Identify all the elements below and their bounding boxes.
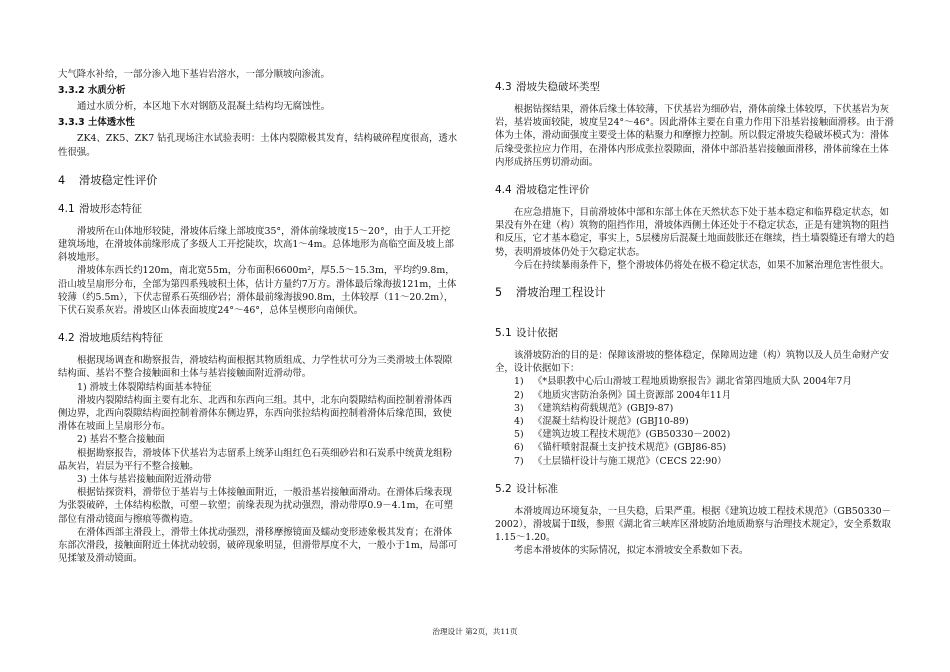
reference-number: 5) — [514, 429, 524, 441]
geo-subheading-3: 3) 土体与基岩接触面附近滑动带 — [77, 474, 212, 486]
reference-text: 《建筑边坡工程技术规范》(GB50330－2002) — [533, 429, 731, 441]
standard-paragraph-2: 考虑本滑坡体的实际情况，拟定本滑坡安全系数如下表。 — [514, 545, 749, 557]
stability-paragraph-1: 在应急措施下，目前滑坡体中部和东部土体在天然状态下处于基本稳定和临界稳定状态，如果没有外在建（构）筑物的阻挡作用，滑坡体西侧土体还处于不稳定状态，正是有建筑物的阻挡和反压，它才基本稳定，事实上，5层楼房后混凝土地面鼓胀还在继续，挡土墙裂缝还有增大的趋势，表明滑坡体仍处于欠稳定状态。 — [495, 207, 895, 258]
right-column — [495, 68, 898, 558]
reference-text: 《*县职教中心后山滑坡工程地质勘察报告》湖北省第四地质大队 2004年7月 — [533, 376, 852, 388]
heading-4 — [58, 173, 458, 188]
heading-4-title: 滑坡稳定性评价 — [79, 173, 158, 187]
geo-paragraph-5: 在滑体西部主滑段上，滑带土体扰动强烈，滑移摩擦镜面及蠕动变形迹象极其发育；在滑体东部次滑段，接触面附近土体扰动较弱，破碎现象明显，但滑带厚度不大，一般小于1m，局部可见揉皱及滑动镜面。 — [58, 526, 458, 565]
heading-4-3-number: 4.3 — [495, 81, 512, 93]
heading-5-2-title: 设计标准 — [516, 482, 558, 495]
basis-paragraph: 该滑坡防治的目的是：保障该滑坡的整体稳定，保障周边建（构）筑物以及人员生命财产安全，设计依据如下： — [495, 350, 890, 375]
failure-paragraph: 根据钻探结果，滑体后缘土体较薄，下伏基岩为细砂岩，滑体前缘土体较厚，下伏基岩为灰岩，基岩坡面较陡，坡度呈24°～46°。因此滑体主要在自重力作用下沿基岩接触面滑移。由于滑体为土体，滑动面强度主要受土体的粘聚力和摩擦力控制。所以假定滑坡失稳破坏模式为：滑体后缘受张拉应力作用，在滑体内形成张拉裂隙面，滑体中部沿基岩接触面滑移，滑体前缘在土体内形成挤压剪切滑动面。 — [495, 104, 894, 168]
heading-4-2-number: 4.2 — [58, 332, 75, 345]
reference-number: 3) — [514, 402, 524, 414]
reference-number: 2) — [514, 389, 524, 401]
reference-item — [495, 375, 898, 388]
reference-text: 《锚杆喷射混凝土支护技术规范》(GBJ86-85) — [533, 442, 727, 454]
heading-4-1 — [58, 202, 458, 216]
heading-5-2 — [495, 482, 898, 496]
form-paragraph-2: 滑坡体东西长约120m，南北宽55m，分布面积6600m²，厚5.5～15.3m，平均约9.8m，沿山坡呈扇形分布，全部为第四系残坡积土体，估计方量约7万方。滑体最后缘海拔121m，土体较薄（约5.5m），下伏志留系石英细砂岩；滑体最前缘海拔90.8m，土体较厚（11～20.2m），下伏石炭系灰岩。滑坡区山体表面坡度24°～46°，总体呈楔形向南倾伏。 — [58, 265, 457, 317]
geo-subheading-2: 2) 基岩不整合接触面 — [77, 434, 165, 446]
geo-paragraph-4: 根据钻探资料，滑带位于基岩与土体接触面附近，一般沿基岩接触面滑动。在滑体后缘表现为张裂破碎，土体结构松散，可塑－软塑；前缘表现为扰动强烈，滑动带厚0.9－4.1m，在可塑部位有滑动镜面与擦痕等微构造。 — [58, 487, 453, 525]
heading-3-3-3: 3.3.3 土体透水性 — [58, 117, 135, 129]
heading-5 — [495, 285, 898, 300]
reference-number: 4) — [514, 416, 524, 428]
geo-paragraph-2: 滑坡内裂隙结构面主要有北东、北西和东西向三组。其中，北东向裂隙结构面控制着滑体西侧边界，北西向裂隙结构面控制着滑体东侧边界，东西向张拉结构面控制着滑体后缘范围，致使滑体在坡面上呈扇形分布。 — [58, 394, 453, 433]
water-quality-paragraph: 通过水质分析，本区地下水对钢筋及混凝土结构均无腐蚀性。 — [77, 101, 331, 113]
heading-4-2 — [58, 331, 458, 345]
heading-5-1-number: 5.1 — [495, 327, 512, 340]
reference-item — [495, 402, 898, 415]
stability-paragraph-2: 今后在持续暴雨条件下，整个滑坡体仍将处在极不稳定状态，如果不加紧治理危害性很大。 — [514, 259, 890, 271]
left-column — [58, 68, 458, 565]
form-paragraph-1: 滑坡所在山体地形较陡，滑坡体后缘上部坡度35°，滑体前缘坡度15～20°，由于人工开挖建筑场地，在滑坡体前缘形成了多级人工开挖陡坎，坎高1～4m。总体地形为高临空面及坡上部斜坡地形。 — [58, 225, 454, 264]
heading-5-title: 滑坡治理工程设计 — [516, 286, 606, 300]
heading-4-1-title: 滑坡形态特征 — [79, 202, 142, 215]
heading-4-4 — [495, 183, 898, 197]
heading-5-1-title: 设计依据 — [516, 327, 558, 340]
reference-number: 1) — [514, 376, 524, 388]
heading-5-number: 5 — [495, 286, 503, 300]
geo-paragraph-1: 根据现场调查和勘察报告，滑坡结构面根据其物质组成、力学性状可分为三类滑坡土体裂隙结构面、基岩不整合接触面和土体与基岩接触面附近滑动带。 — [58, 355, 453, 380]
heading-4-number: 4 — [58, 173, 66, 187]
permeability-paragraph: ZK4、ZK5、ZK7 钻孔现场注水试验表明：土体内裂隙极其发育，结构破碎程度很高，透水性很强。 — [58, 133, 458, 158]
reference-text: 《地质灾害防治条例》国土资源部 2004年11月 — [533, 389, 732, 401]
reference-item — [495, 389, 898, 402]
page-footer: 治理设计 第2页，共11页 — [432, 627, 518, 636]
heading-4-4-title: 滑坡稳定性评价 — [516, 184, 590, 197]
reference-item — [495, 415, 898, 428]
reference-number: 6) — [514, 442, 524, 454]
reference-text: 《混凝土结构设计规范》(GBJ10-89) — [533, 416, 689, 428]
reference-item — [495, 455, 898, 468]
heading-4-3-title: 滑坡失稳破坏类型 — [516, 81, 600, 93]
heading-4-1-number: 4.1 — [58, 202, 75, 215]
geo-subheading-1: 1) 滑坡土体裂隙结构面基本特征 — [77, 381, 212, 393]
heading-4-3 — [495, 80, 898, 94]
reference-text: 《土层锚杆设计与施工规范》（CECS 22:90） — [533, 455, 727, 467]
intro-paragraph: 大气降水补给，一部分渗入地下基岩岩溶水，一部分顺坡向渗流。 — [58, 69, 330, 80]
reference-number: 7) — [514, 455, 524, 467]
heading-3-3-2: 3.3.2 水质分析 — [58, 85, 126, 97]
geo-paragraph-3: 根据勘察报告，滑坡体下伏基岩为志留系上统茅山组红色石英细砂岩和石炭系中统黄龙组粉晶灰岩，岩层为平行不整合接触。 — [58, 447, 453, 472]
reference-text: 《建筑结构荷载规范》(GBJ9-87) — [533, 402, 674, 414]
reference-item — [495, 441, 898, 454]
heading-4-2-title: 滑坡地质结构特征 — [79, 332, 163, 345]
reference-item — [495, 428, 898, 441]
heading-5-1 — [495, 326, 898, 340]
heading-4-4-number: 4.4 — [495, 184, 512, 197]
reference-list — [495, 375, 898, 467]
heading-5-2-number: 5.2 — [495, 482, 512, 495]
standard-paragraph-1: 本滑坡周边环境复杂，一旦失稳，后果严重。根据《建筑边坡工程技术规范》（GB50330－2002），滑坡属于Ⅱ级，参照《湖北省三峡库区滑坡防治地质勘察与治理技术规定》，安全系数取1.15～1.20。 — [495, 505, 892, 544]
